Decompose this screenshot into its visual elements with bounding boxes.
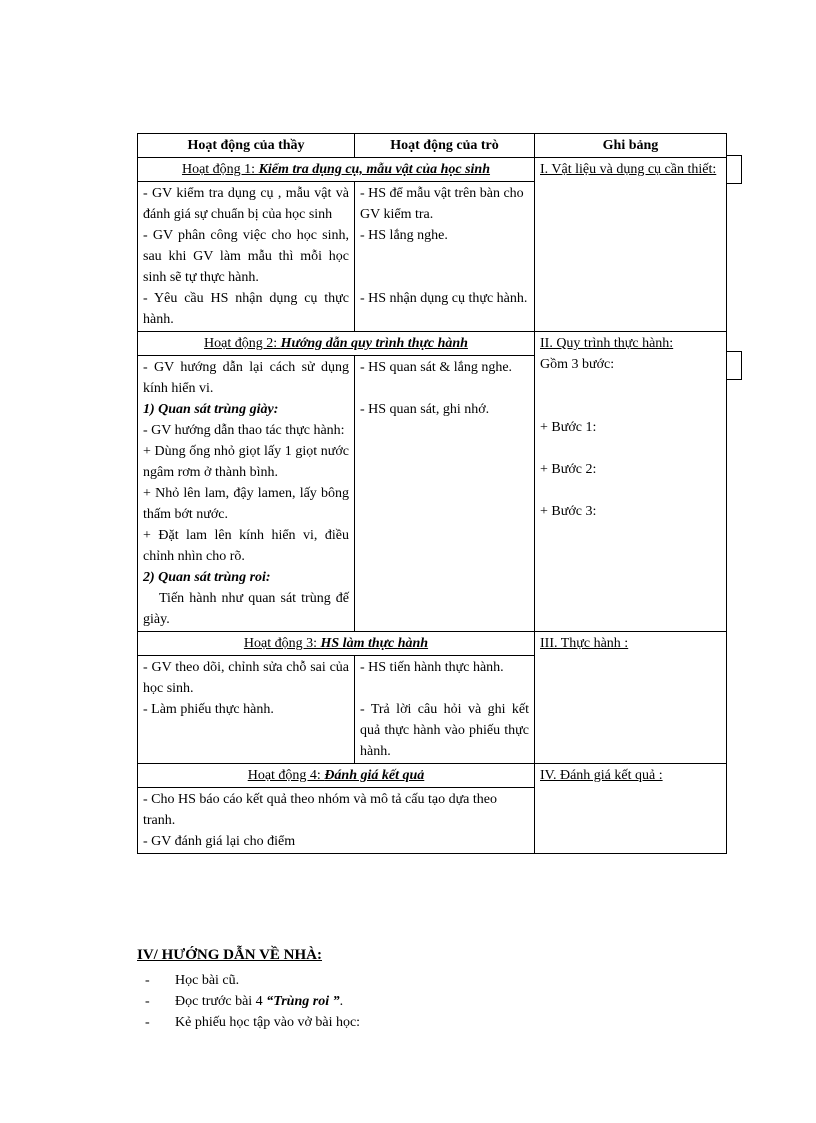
activity-2-title: Hoạt động 2: Hướng dẫn quy trình thực hành (138, 332, 535, 356)
activity-3-board: III. Thực hành : (535, 632, 727, 764)
activity-3-student: - HS tiến hành thực hành. - Trả lời câu hỏi và ghi kết quả thực hành vào phiếu thực hành. (355, 656, 535, 764)
header-student: Hoạt động của trò (355, 134, 535, 158)
homework-list (137, 970, 737, 1033)
lesson-table (137, 133, 727, 854)
activity-3-teacher: - GV theo dõi, chỉnh sửa chỗ sai của học sinh. - Làm phiếu thực hành. (138, 656, 355, 764)
homework-item: - Học bài cũ. (145, 973, 240, 988)
activity-1-title-row (138, 158, 727, 182)
activity-4-title: Hoạt động 4: Đánh giá kết quả (138, 764, 535, 788)
margin-box-2 (727, 351, 742, 380)
activity-4-content: - Cho HS báo cáo kết quả theo nhóm và mô tả cấu tạo dựa theo tranh. - GV đánh giá lại cho điểm (138, 788, 535, 854)
homework-title: IV/ HƯỚNG DẪN VỀ NHÀ: (137, 947, 323, 963)
activity-1-teacher: - GV kiểm tra dụng cụ , mẫu vật và đánh giá sự chuẩn bị của học sinh - GV phân công việc cho học sinh, sau khi GV làm mẫu thì mỗi học sinh sẽ tự thực hành. - Yêu cầu HS nhận dụng cụ thực hành. (138, 182, 355, 332)
activity-3-title: Hoạt động 3: HS làm thực hành (138, 632, 535, 656)
activity-3-title-row (138, 632, 727, 656)
homework-item: - Đọc trước bài 4 “Trùng roi ”. (145, 994, 344, 1009)
activity-2-teacher: - GV hướng dẫn lại cách sử dụng kính hiển vi. 1) Quan sát trùng giày: - GV hướng dẫn thao tác thực hành: + Dùng ống nhỏ giọt lấy 1 giọt nước ngâm rơm ở thành bình. + Nhỏ lên lam, đậy lamen, lấy bông thấm bớt nước. + Đặt lam lên kính hiển vi, điều chỉnh nhìn cho rõ. 2) Quan sát trùng roi: Tiến hành như quan sát trùng đế giày. (138, 356, 355, 632)
margin-box-1 (727, 155, 742, 184)
header-board: Ghi bảng (535, 134, 727, 158)
activity-1-board: I. Vật liệu và dụng cụ cần thiết: (535, 158, 727, 332)
activity-2-title-row (138, 332, 727, 356)
header-teacher: Hoạt động của thầy (138, 134, 355, 158)
homework-item: - Kẻ phiếu học tập vào vở bài học: (145, 1015, 361, 1030)
activity-1-student: - HS để mẫu vật trên bàn cho GV kiểm tra. - HS lắng nghe. - HS nhận dụng cụ thực hành. (355, 182, 535, 332)
activity-2-board: II. Quy trình thực hành: Gồm 3 bước: + Bước 1: + Bước 2: + Bước 3: (535, 332, 727, 632)
activity-1-title: Hoạt động 1: Kiểm tra dụng cụ, mẫu vật của học sinh (138, 158, 535, 182)
homework-section (137, 945, 737, 1033)
table-header-row (138, 134, 727, 158)
activity-2-student: - HS quan sát & lắng nghe. - HS quan sát, ghi nhớ. (355, 356, 535, 632)
activity-4-title-row (138, 764, 727, 788)
activity-4-board: IV. Đánh giá kết quả : (535, 764, 727, 854)
